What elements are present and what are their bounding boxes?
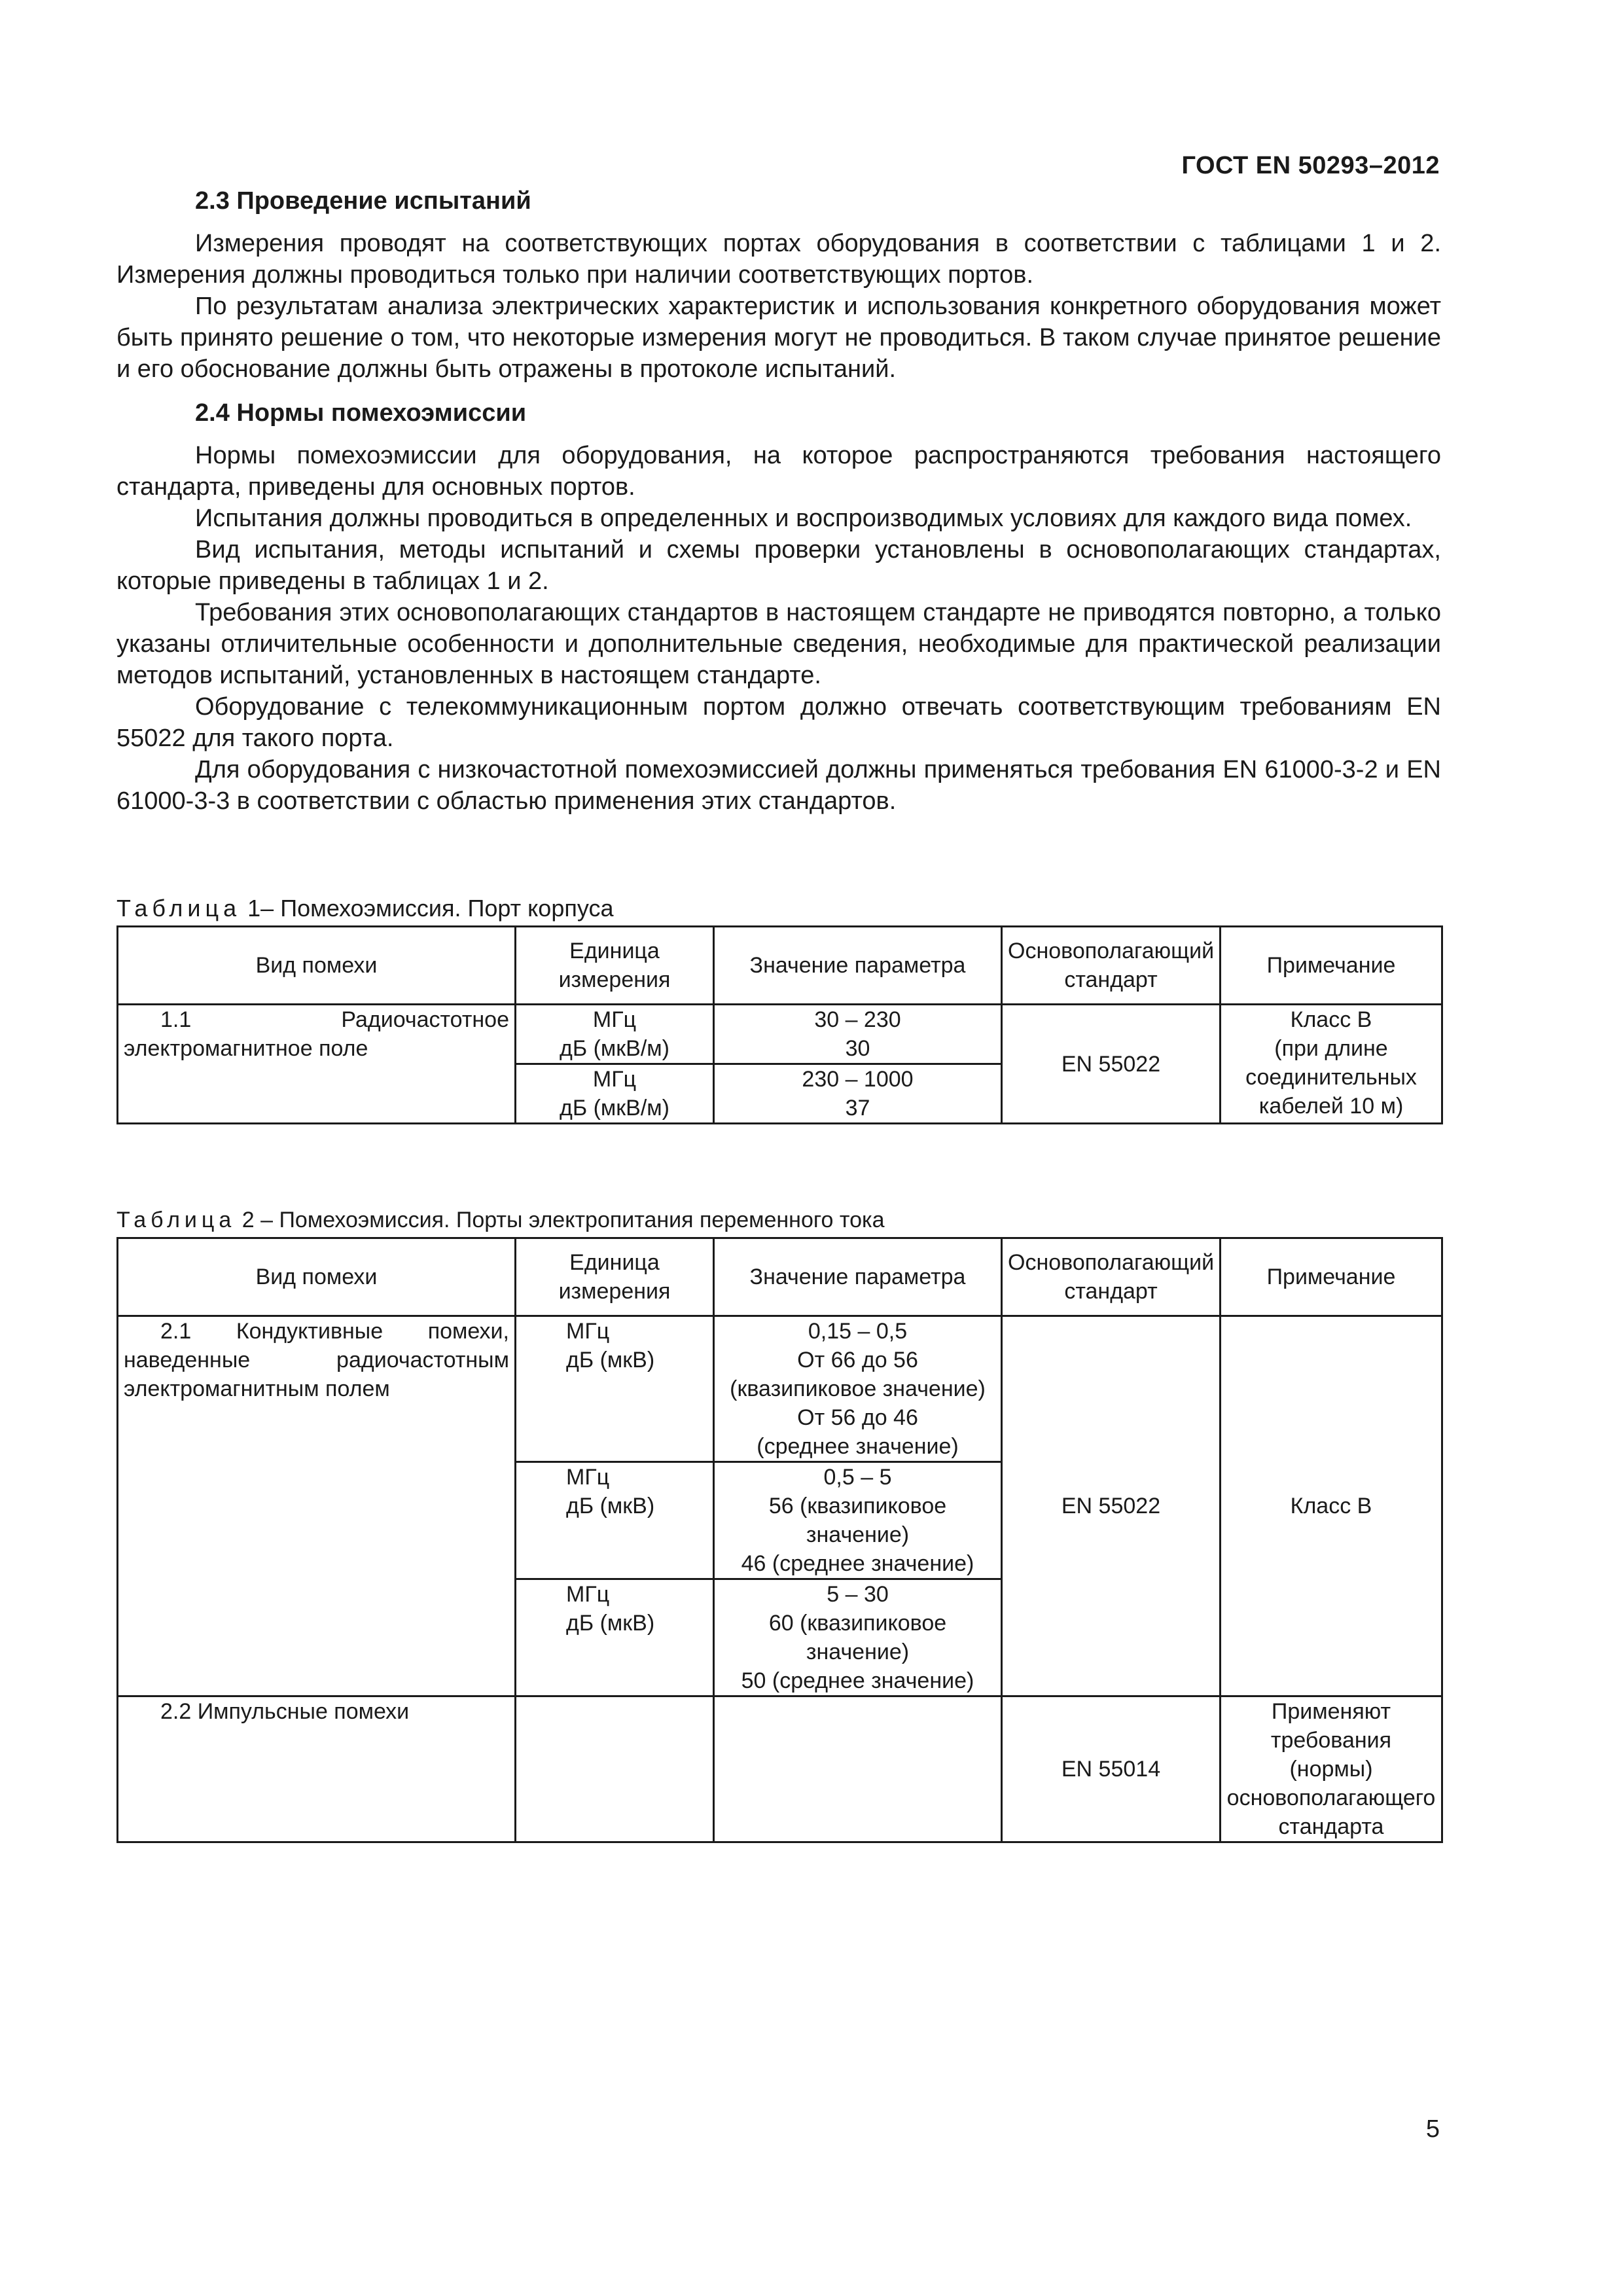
table-row — [118, 1696, 1442, 1842]
cell-value: 0,15 – 0,5 От 66 до 56 (квазипиковое значение) От 56 до 46 (среднее значение) — [714, 1316, 1002, 1462]
table-header-row — [118, 1238, 1442, 1316]
table-1-caption-word: Таблица — [116, 895, 241, 922]
cell-unit: МГц дБ (мкВ) — [516, 1579, 714, 1696]
document-code: ГОСТ EN 50293–2012 — [1181, 152, 1440, 179]
cell-unit: МГц дБ (мкВ) — [516, 1316, 714, 1462]
cell-value — [714, 1696, 1002, 1842]
section-2-4-title: 2.4 Нормы помехоэмиссии — [195, 399, 527, 427]
section-2-3-paragraph: Измерения проводят на соответствующих портах оборудования в соответствии с таблицами 1 и 2. Измерения должны проводиться только при наличии соответствующих портов. — [116, 230, 1441, 289]
cell-unit: МГц дБ (мкВ) — [516, 1462, 714, 1579]
section-2-4-paragraph: Требования этих основополагающих стандартов в настоящем стандарте не приводятся повторно, а только указаны отличительные особенности и дополнительные сведения, необходимые для практической реализации методов испытаний, установленных в настоящем стандарте. — [116, 599, 1441, 689]
header-type: Вид помехи — [118, 927, 516, 1005]
section-2-4-paragraph: Испытания должны проводиться в определенных и воспроизводимых условиях для каждого вида помех. — [195, 505, 1412, 532]
header-standard: Основополагающий стандарт — [1002, 1238, 1221, 1316]
header-standard: Основополагающий стандарт — [1002, 927, 1221, 1005]
table-1-caption-text: 1– Помехоэмиссия. Порт корпуса — [241, 895, 614, 922]
header-unit: Единица измерения — [516, 1238, 714, 1316]
cell-type: 2.1 Кондуктивные помехи, наведенные радиочастотным электромагнитным полем — [118, 1316, 516, 1696]
table-1 — [116, 925, 1443, 1124]
cell-unit — [516, 1696, 714, 1842]
section-2-4-paragraph: Нормы помехоэмиссии для оборудования, на которое распространяются требования настоящего стандарта, приведены для основных портов. — [116, 442, 1441, 501]
cell-value: 0,5 – 5 56 (квазипиковое значение) 46 (среднее значение) — [714, 1462, 1002, 1579]
table-2-caption — [116, 1206, 1441, 1234]
cell-type: 2.2 Импульсные помехи — [118, 1696, 516, 1842]
section-2-3-paragraph: По результатам анализа электрических характеристик и использования конкретного оборудования может быть принято решение о том, что некоторые измерения могут не проводиться. В таком случае принятое решение и его обоснование должны быть отражены в протоколе испытаний. — [116, 293, 1441, 383]
cell-value: 230 – 1000 37 — [714, 1064, 1002, 1124]
section-2-4-paragraph: Вид испытания, методы испытаний и схемы проверки установлены в основополагающих стандартах, которые приведены в таблицах 1 и 2. — [116, 536, 1441, 595]
cell-unit: МГц дБ (мкВ/м) — [516, 1064, 714, 1124]
page-number: 5 — [1425, 2115, 1440, 2143]
cell-standard: EN 55022 — [1002, 1316, 1221, 1696]
header-value: Значение параметра — [714, 927, 1002, 1005]
table-row — [118, 1005, 1442, 1064]
table-2 — [116, 1237, 1443, 1843]
table-2-caption-word: Таблица — [116, 1208, 236, 1232]
section-2-4-paragraph: Для оборудования с низкочастотной помехоэмиссией должны применяться требования EN 61000-3-2 и EN 61000-3-3 в соответствии с областью применения этих стандартов. — [116, 756, 1441, 815]
cell-note: Класс В (при длине соединительных кабелей 10 м) — [1221, 1005, 1442, 1124]
cell-value: 30 – 230 30 — [714, 1005, 1002, 1064]
page-content — [116, 185, 1441, 1843]
header-type: Вид помехи — [118, 1238, 516, 1316]
cell-standard: EN 55014 — [1002, 1696, 1221, 1842]
cell-note: Класс В — [1221, 1316, 1442, 1696]
table-1-caption — [116, 894, 1441, 923]
cell-standard: EN 55022 — [1002, 1005, 1221, 1124]
cell-unit: МГц дБ (мкВ/м) — [516, 1005, 714, 1064]
header-note: Примечание — [1221, 927, 1442, 1005]
section-2-3-title: 2.3 Проведение испытаний — [195, 187, 531, 215]
header-value: Значение параметра — [714, 1238, 1002, 1316]
table-2-caption-text: 2 – Помехоэмиссия. Порты электропитания переменного тока — [236, 1208, 885, 1232]
cell-note: Применяют требования (нормы) основополагающего стандарта — [1221, 1696, 1442, 1842]
header-unit: Единица измерения — [516, 927, 714, 1005]
header-note: Примечание — [1221, 1238, 1442, 1316]
cell-type: 1.1 Радиочастотное электромагнитное поле — [118, 1005, 516, 1124]
table-header-row — [118, 927, 1442, 1005]
table-row — [118, 1316, 1442, 1462]
section-2-4-paragraph: Оборудование с телекоммуникационным портом должно отвечать соответствующим требованиям EN 55022 для такого порта. — [116, 693, 1441, 752]
cell-value: 5 – 30 60 (квазипиковое значение) 50 (среднее значение) — [714, 1579, 1002, 1696]
